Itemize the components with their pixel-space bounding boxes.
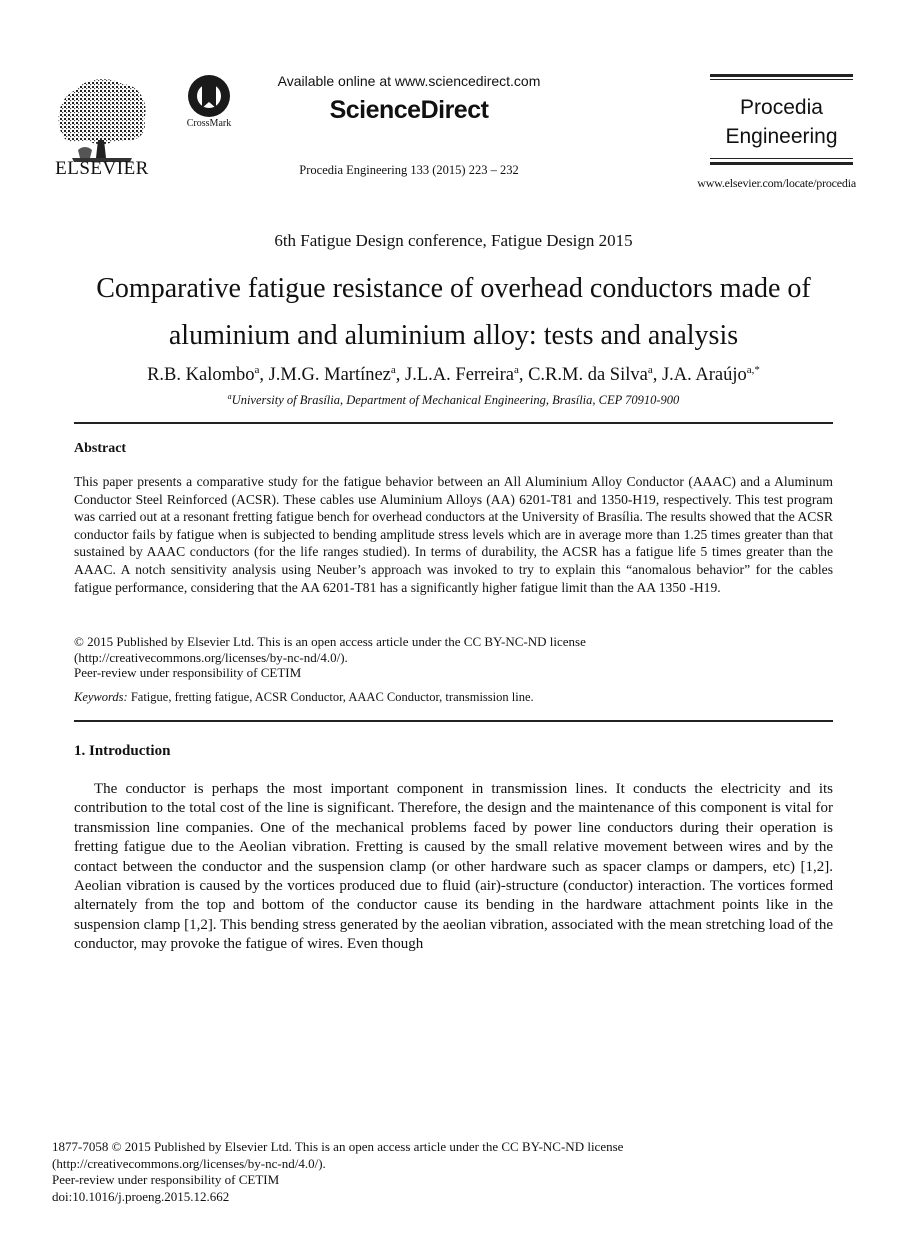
journal-rule-bottom-thin bbox=[710, 158, 853, 159]
author-name: J.L.A. Ferreira bbox=[405, 365, 514, 386]
divider-bottom bbox=[74, 720, 833, 722]
keywords-list: Fatigue, fretting fatigue, ACSR Conductor, AAAC Conductor, transmission line. bbox=[127, 690, 534, 704]
author-affiliation-marker: a bbox=[513, 364, 519, 376]
author-affiliation-marker: a bbox=[647, 364, 653, 376]
journal-name bbox=[710, 93, 853, 151]
affiliation-text: University of Brasília, Department of Mechanical Engineering, Brasília, CEP 70910-900 bbox=[231, 393, 680, 408]
affiliation bbox=[60, 392, 847, 408]
article-title-line2: aluminium and aluminium alloy: tests and analysis bbox=[168, 320, 739, 351]
author-name: C.R.M. da Silva bbox=[528, 365, 648, 386]
footer bbox=[52, 1139, 852, 1205]
divider-top bbox=[74, 422, 833, 424]
affiliation-marker: a bbox=[227, 392, 232, 401]
abstract-heading: Abstract bbox=[74, 441, 127, 456]
author-separator: , bbox=[518, 365, 529, 386]
author-name: J.M.G. Martínez bbox=[268, 365, 391, 386]
abstract-body: This paper presents a comparative study for the fatigue behavior between an All Aluminium Alloy Conductor (AAAC) and a Aluminum Conductor Steel Reinforced (ACSR). These cables use Aluminium Alloys (AA) 6201-T81 and 1350-H19, respectively. This test program was carried out at a resonant fretting fatigue bench for overhead conductors at the University of Brasília. The results showed that the ACSR conductor fails by fatigue when is subjected to bending amplitude stress levels which are in average more than 1.25 times greater than that sustained by AAAC conductors (for the life ranges studied). In terms of durability, the ACSR has a fatigue life 5 times greater than the AAAC. A notch sensitivity analysis using Neuber’s approach was invoked to try to explain this “anomalous behavior” for the cables fatigue performance, considering that the AA 6201-T81 has a significantly higher fatigue limit than the AA 1350 -H19. bbox=[74, 474, 833, 595]
footer-peer-review: Peer-review under responsibility of CETIM bbox=[52, 1172, 280, 1188]
license-notice bbox=[74, 634, 833, 681]
sciencedirect-logo[interactable]: ScienceDirect bbox=[329, 96, 489, 124]
author-separator: , bbox=[395, 365, 406, 386]
author-affiliation-marker: a bbox=[390, 364, 396, 376]
author-separator: , bbox=[652, 365, 662, 386]
license-link[interactable]: (http://creativecommons.org/licenses/by-nc-nd/4.0/). bbox=[74, 649, 348, 665]
journal-rule-top-thin bbox=[710, 79, 853, 80]
author-affiliation-marker: a,* bbox=[746, 364, 760, 376]
author-affiliation-marker: a bbox=[254, 364, 260, 376]
journal-name-line1: Procedia bbox=[740, 96, 823, 119]
peer-review-line: Peer-review under responsibility of CETIM bbox=[74, 665, 302, 681]
conference-name: 6th Fatigue Design conference, Fatigue Design 2015 bbox=[274, 231, 633, 250]
available-online-text: Available online at www.sciencedirect.com bbox=[277, 73, 541, 89]
author-name: R.B. Kalombo bbox=[147, 365, 255, 386]
license-line: © 2015 Published by Elsevier Ltd. This is an open access article under the CC BY-NC-ND license bbox=[74, 634, 586, 649]
section-heading-introduction: 1. Introduction bbox=[74, 743, 171, 759]
article-title-line1: Comparative fatigue resistance of overhead conductors made of bbox=[96, 273, 811, 304]
article-title bbox=[60, 265, 847, 359]
journal-citation: Procedia Engineering 133 (2015) 223 – 232 bbox=[299, 163, 519, 177]
author-name: J.A. Araújo bbox=[661, 365, 747, 386]
journal-url-link[interactable]: www.elsevier.com/locate/procedia bbox=[697, 176, 856, 190]
footer-issn-license: 1877-7058 © 2015 Published by Elsevier Ltd. This is an open access article under the CC BY-NC-ND license bbox=[52, 1139, 624, 1154]
keywords bbox=[74, 690, 833, 705]
journal-rule-bottom bbox=[710, 162, 853, 165]
author-list bbox=[40, 364, 867, 386]
keywords-label: Keywords: bbox=[74, 690, 128, 704]
publisher-name: ELSEVIER bbox=[55, 158, 149, 179]
footer-license-link[interactable]: (http://creativecommons.org/licenses/by-nc-nd/4.0/). bbox=[52, 1155, 326, 1171]
introduction-body: The conductor is perhaps the most important component in transmission lines. It conducts the electricity and its contribution to the total cost of the line is significant. Therefore, the design and the maintenance of this component is vital for transmission line companies. One of the mechanical problems faced by power line conductors during their operation is fretting fatigue due to the Aeolian vibration. Fretting is caused by the small relative movement between wires and by the contact between the conductor and the suspension clamp (or other hardware such as spacer clamps or dampers, etc) [1,2]. Aeolian vibration is caused by the vortices produced due to fluid (air)-structure (conductor) interaction. The vortices formed alternately from the top and bottom of the conductor cause its bending in the hardware attachment points like in the suspension clamp [1,2]. This bending stress generated by the aeolian vibration, associated with the mean stretching load of the conductor, may provoke the fatigue of wires. Even though bbox=[74, 781, 833, 953]
crossmark-label: CrossMark bbox=[186, 118, 232, 129]
footer-doi[interactable]: doi:10.1016/j.proeng.2015.12.662 bbox=[52, 1188, 230, 1204]
journal-rule-top bbox=[710, 74, 853, 77]
journal-name-line2: Engineering bbox=[725, 125, 838, 148]
author-separator: , bbox=[259, 365, 269, 386]
